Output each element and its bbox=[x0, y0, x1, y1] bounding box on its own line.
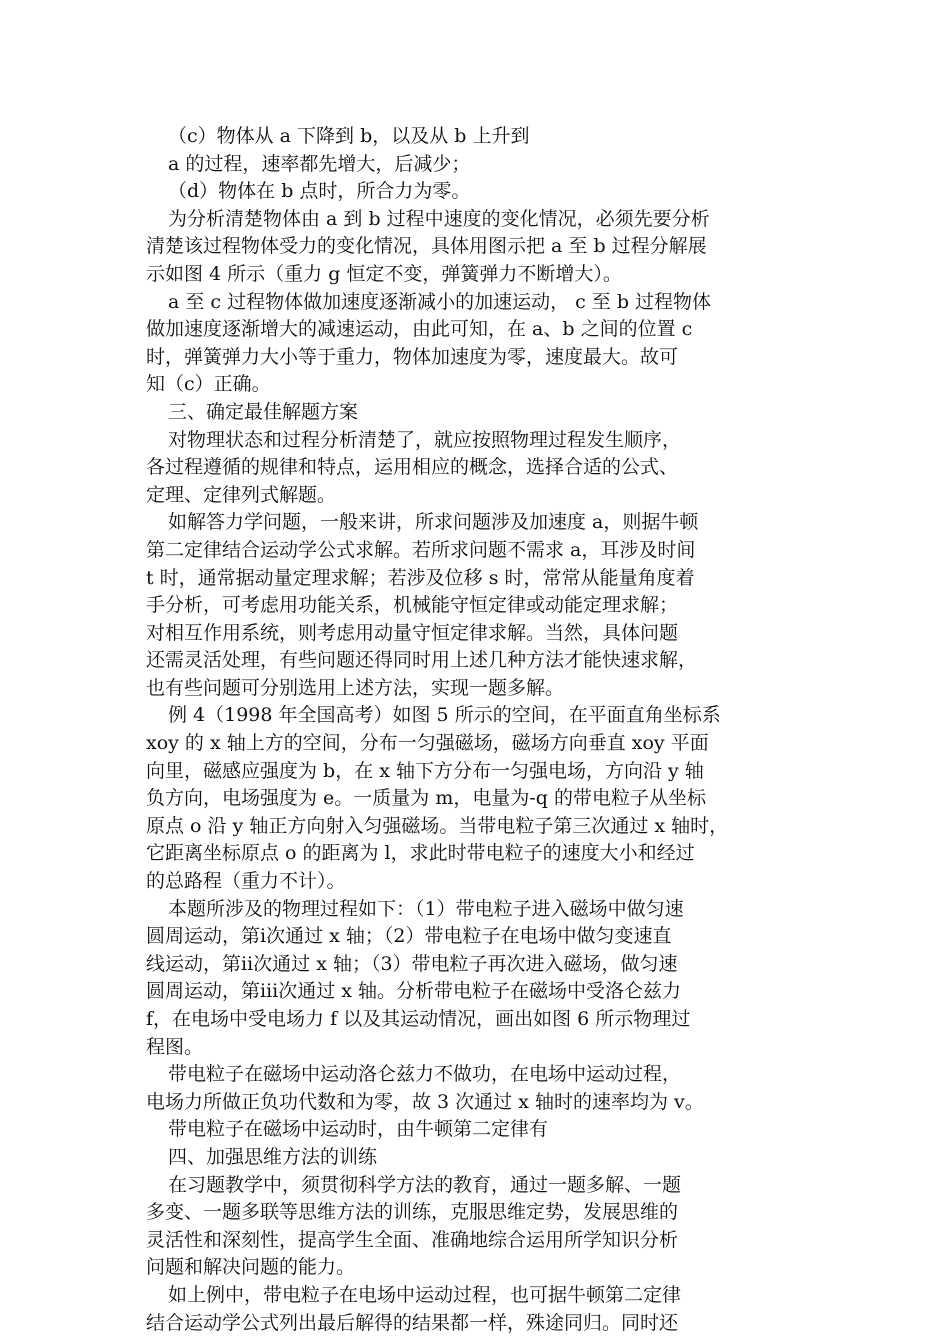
text-line: a 的过程，速率都先增大，后减少； bbox=[168, 152, 471, 175]
text-line: 带电粒子在磁场中运动时，由牛顿第二定律有 bbox=[168, 1118, 549, 1141]
text-line: 如上例中，带电粒子在电场中运动过程，也可据牛顿第二定律 bbox=[168, 1283, 682, 1306]
text-line: 带电粒子在磁场中运动洛仑兹力不做功，在电场中运动过程， bbox=[168, 1063, 682, 1086]
text-line: 为分析清楚物体由 a 到 b 过程中速度的变化情况，必须先要分析 bbox=[168, 207, 710, 230]
text-line: 四、加强思维方法的训练 bbox=[168, 1145, 378, 1168]
text-line: 定理、定律列式解题。 bbox=[146, 483, 337, 506]
text-line: 例 4（1998 年全国高考）如图 5 所示的空间，在平面直角坐标系 bbox=[168, 704, 721, 727]
text-line: a 至 c 过程物体做加速度逐渐减小的加速运动， c 至 b 过程物体 bbox=[168, 290, 712, 313]
text-line: 向里，磁感应强度为 b，在 x 轴下方分布一匀强电场，方向沿 y 轴 bbox=[146, 759, 704, 782]
text-line: 圆周运动，第ⅰ次通过 x 轴；（2）带电粒子在电场中做匀变速直 bbox=[146, 925, 672, 948]
text-line: 多变、一题多联等思维方法的训练，克服思维定势，发展思维的 bbox=[146, 1201, 679, 1224]
text-line: 结合运动学公式列出最后解得的结果都一样，殊途同归。同时还 bbox=[146, 1311, 679, 1334]
text-line: 负方向，电场强度为 e。一质量为 m，电量为-q 的带电粒子从坐标 bbox=[146, 787, 706, 810]
text-line: 本题所涉及的物理过程如下：（1）带电粒子进入磁场中做匀速 bbox=[168, 897, 684, 920]
text-line: （d）物体在 b 点时，所合力为零。 bbox=[168, 180, 471, 203]
text-line: 知（c）正确。 bbox=[146, 373, 271, 396]
text-line: 三、确定最佳解题方案 bbox=[168, 400, 359, 423]
text-line: 各过程遵循的规律和特点，运用相应的概念，选择合适的公式、 bbox=[146, 456, 679, 479]
text-line: 手分析，可考虑用功能关系，机械能守恒定律或动能定理求解； bbox=[146, 594, 679, 617]
text-line: 程图。 bbox=[146, 1035, 204, 1058]
text-line: 对相互作用系统，则考虑用动量守恒定律求解。当然，具体问题 bbox=[146, 621, 679, 644]
text-line: 也有些问题可分别选用上述方法，实现一题多解。 bbox=[146, 676, 565, 699]
text-line: 它距离坐标原点 o 的距离为 l，求此时带电粒子的速度大小和经过 bbox=[146, 842, 695, 865]
text-line: 圆周运动，第ⅲ次通过 x 轴。分析带电粒子在磁场中受洛仑兹力 bbox=[146, 980, 682, 1003]
text-line: 对物理状态和过程分析清楚了，就应按照物理过程发生顺序， bbox=[168, 428, 682, 451]
text-line: 原点 o 沿 y 轴正方向射入匀强磁场。当带电粒子第三次通过 x 轴时， bbox=[146, 814, 729, 837]
text-line: 如解答力学问题，一般来讲，所求问题涉及加速度 a，则据牛顿 bbox=[168, 511, 699, 534]
document-body bbox=[146, 123, 806, 1337]
text-line: 时，弹簧弹力大小等于重力，物体加速度为零，速度最大。故可 bbox=[146, 345, 679, 368]
text-line: 还需灵活处理，有些问题还得同时用上述几种方法才能快速求解， bbox=[146, 649, 698, 672]
text-line: 问题和解决问题的能力。 bbox=[146, 1256, 356, 1279]
text-line: 的总路程（重力不计）。 bbox=[146, 870, 346, 893]
text-line: t 时，通常据动量定理求解；若涉及位移 s 时，常常从能量角度着 bbox=[146, 566, 695, 589]
text-line: xoy 的 x 轴上方的空间，分布一匀强磁场，磁场方向垂直 xoy 平面 bbox=[146, 732, 709, 755]
text-line: 示如图 4 所示（重力 g 恒定不变，弹簧弹力不断增大）。 bbox=[146, 262, 622, 285]
text-line: 清楚该过程物体受力的变化情况，具体用图示把 a 至 b 过程分解展 bbox=[146, 235, 707, 258]
text-line: 第二定律结合运动学公式求解。若所求问题不需求 a，耳涉及时间 bbox=[146, 538, 696, 561]
text-line: 在习题教学中，须贯彻科学方法的教育，通过一题多解、一题 bbox=[168, 1173, 682, 1196]
text-line: （c）物体从 a 下降到 b，以及从 b 上升到 bbox=[168, 125, 530, 147]
text-line: 做加速度逐渐增大的减速运动，由此可知，在 a、b 之间的位置 c bbox=[146, 318, 693, 341]
text-line: 电场力所做正负功代数和为零，故 3 次通过 x 轴时的速率均为 v。 bbox=[146, 1090, 704, 1113]
text-line: 灵活性和深刻性，提高学生全面、准确地综合运用所学知识分析 bbox=[146, 1228, 679, 1251]
text-line: 线运动，第ⅱ次通过 x 轴；（3）带电粒子再次进入磁场，做匀速 bbox=[146, 952, 678, 975]
text-line: f，在电场中受电场力 f 以及其运动情况，画出如图 6 所示物理过 bbox=[146, 1008, 691, 1030]
